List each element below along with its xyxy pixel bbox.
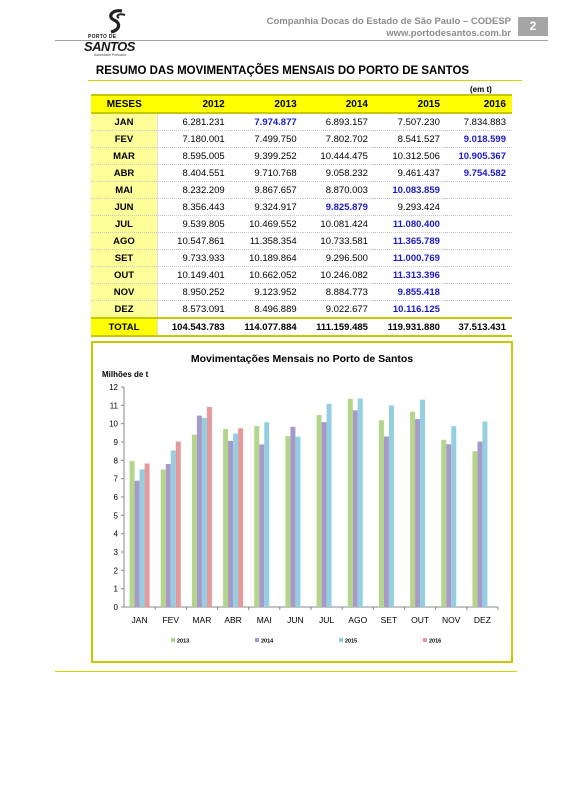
x-tick-label: AGO — [348, 615, 368, 625]
value-cell: 8.870.003 — [303, 182, 374, 199]
legend-label: 2014 — [261, 638, 274, 645]
month-cell: SET — [91, 250, 158, 267]
swirl-logo-icon — [104, 8, 130, 36]
column-header: MESES — [91, 95, 158, 113]
value-cell: 10.083.859 — [374, 182, 446, 199]
column-header: 2012 — [158, 95, 231, 113]
page-title: RESUMO DAS MOVIMENTAÇÕES MENSAIS DO PORTO DE SANTOS — [95, 65, 470, 77]
value-cell: 8.232.209 — [158, 182, 231, 199]
x-tick-label: MAR — [192, 615, 212, 625]
chart-y-axis-label: Milhões de t — [102, 370, 149, 379]
value-cell: 10.662.052 — [231, 267, 303, 284]
value-cell: 114.077.884 — [231, 318, 303, 336]
bar-2014-ago — [353, 410, 358, 607]
value-cell: 104.543.783 — [158, 318, 231, 336]
column-header: 2013 — [231, 95, 303, 113]
bar-2015-mai — [264, 422, 269, 607]
bar-2015-abr — [233, 434, 238, 607]
table-row — [91, 301, 512, 319]
value-cell: 9.867.657 — [231, 182, 303, 199]
value-cell: 7.180.001 — [158, 131, 231, 148]
y-tick-label: 4 — [113, 529, 118, 539]
y-tick-label: 8 — [113, 456, 118, 466]
x-tick-label: ABR — [224, 615, 242, 625]
value-cell: 11.313.396 — [374, 267, 446, 284]
value-cell: 9.461.437 — [374, 165, 446, 182]
bar-2014-jan — [135, 481, 140, 607]
value-cell: 8.404.551 — [158, 165, 231, 182]
month-cell: ABR — [91, 165, 158, 182]
table-row — [91, 199, 512, 216]
bar-2014-jun — [290, 427, 295, 607]
bar-2015-set — [389, 405, 394, 607]
value-cell — [446, 284, 512, 301]
month-cell: TOTAL — [91, 318, 158, 336]
month-cell: MAR — [91, 148, 158, 165]
bar-2013-mai — [254, 426, 259, 607]
value-cell: 7.834.883 — [446, 113, 512, 131]
value-cell: 9.293.424 — [374, 199, 446, 216]
y-tick-label: 0 — [113, 603, 118, 612]
value-cell: 8.950.252 — [158, 284, 231, 301]
bar-2014-mar — [197, 416, 202, 607]
value-cell: 10.547.861 — [158, 233, 231, 250]
bar-2015-dez — [482, 421, 487, 607]
company-url[interactable]: www.portodesantos.com.br — [386, 28, 511, 39]
value-cell: 8.595.005 — [158, 148, 231, 165]
bar-2015-ago — [358, 399, 363, 607]
bar-2016-jan — [145, 463, 150, 607]
bar-2015-jul — [327, 404, 332, 607]
legend-swatch-2016 — [423, 638, 427, 642]
value-cell: 9.855.418 — [374, 284, 446, 301]
month-cell: JUL — [91, 216, 158, 233]
value-cell: 9.539.805 — [158, 216, 231, 233]
table-row — [91, 216, 512, 233]
value-cell: 10.116.125 — [374, 301, 446, 319]
bar-2013-mar — [192, 435, 197, 607]
value-cell: 11.000.769 — [374, 250, 446, 267]
month-cell: DEZ — [91, 301, 158, 319]
y-tick-label: 7 — [113, 474, 118, 484]
value-cell: 9.399.252 — [231, 148, 303, 165]
month-cell: JAN — [91, 113, 158, 131]
month-cell: MAI — [91, 182, 158, 199]
value-cell: 9.825.879 — [303, 199, 374, 216]
value-cell: 9.754.582 — [446, 165, 512, 182]
bar-2013-abr — [223, 429, 228, 607]
value-cell: 10.081.424 — [303, 216, 374, 233]
page-number: 2 — [518, 17, 548, 36]
x-tick-label: JUL — [319, 615, 335, 625]
value-cell: 37.513.431 — [446, 318, 512, 336]
bar-2015-jun — [295, 437, 300, 607]
value-cell: 9.123.952 — [231, 284, 303, 301]
bar-2014-out — [415, 419, 420, 607]
bar-2014-mai — [259, 444, 264, 607]
y-tick-label: 2 — [113, 566, 118, 576]
table-row — [91, 113, 512, 131]
table-row — [91, 284, 512, 301]
chart-frame — [91, 341, 513, 663]
x-tick-label: JUN — [287, 615, 304, 625]
table-row — [91, 131, 512, 148]
bar-2013-dez — [472, 451, 477, 607]
value-cell: 8.573.091 — [158, 301, 231, 319]
value-cell: 10.905.367 — [446, 148, 512, 165]
value-cell: 8.356.443 — [158, 199, 231, 216]
total-row — [91, 318, 512, 336]
bar-2015-mar — [202, 418, 207, 607]
bar-2013-jan — [130, 461, 135, 607]
value-cell: 9.018.599 — [446, 131, 512, 148]
value-cell: 111.159.485 — [303, 318, 374, 336]
value-cell: 10.444.475 — [303, 148, 374, 165]
legend-swatch-2013 — [171, 638, 175, 642]
chart-title: Movimentações Mensais no Porto de Santos — [190, 353, 414, 365]
legend-label: 2013 — [177, 638, 190, 645]
value-cell: 9.058.232 — [303, 165, 374, 182]
y-tick-label: 11 — [109, 401, 118, 411]
value-cell — [446, 199, 512, 216]
value-cell: 6.893.157 — [303, 113, 374, 131]
unit-label: (em t) — [470, 85, 492, 94]
legend-swatch-2014 — [255, 638, 259, 642]
bar-2014-nov — [446, 444, 451, 607]
bar-chart — [93, 343, 511, 661]
value-cell: 7.974.877 — [231, 113, 303, 131]
x-tick-label: MAI — [256, 615, 272, 625]
value-cell — [446, 267, 512, 284]
bar-2015-out — [420, 400, 425, 607]
value-cell — [446, 216, 512, 233]
bar-2013-set — [379, 420, 384, 607]
bar-2015-fev — [171, 450, 176, 607]
value-cell: 10.312.506 — [374, 148, 446, 165]
bar-2013-out — [410, 412, 415, 607]
value-cell: 9.324.917 — [231, 199, 303, 216]
logo-text-big: SANTOS — [84, 39, 135, 54]
y-tick-label: 9 — [113, 438, 118, 447]
column-header: 2016 — [446, 95, 512, 113]
bar-2013-jun — [285, 436, 290, 607]
column-header: 2014 — [303, 95, 374, 113]
title-rule — [88, 80, 522, 81]
value-cell: 9.710.768 — [231, 165, 303, 182]
company-name: Companhia Docas do Estado de São Paulo – CODESP — [266, 16, 511, 27]
logo-text-small: PORTO DE — [88, 34, 117, 40]
table-row — [91, 267, 512, 284]
bar-2014-jul — [322, 422, 327, 607]
header-divider-right — [510, 40, 548, 41]
table-row — [91, 182, 512, 199]
value-cell: 10.469.552 — [231, 216, 303, 233]
x-tick-label: NOV — [442, 615, 461, 625]
x-tick-label: JAN — [131, 615, 148, 625]
bar-2014-abr — [228, 441, 233, 607]
value-cell: 9.022.677 — [303, 301, 374, 319]
y-tick-label: 6 — [113, 493, 118, 502]
value-cell: 9.296.500 — [303, 250, 374, 267]
value-cell: 9.733.933 — [158, 250, 231, 267]
x-tick-label: DEZ — [473, 615, 491, 625]
column-header: 2015 — [374, 95, 446, 113]
value-cell: 10.246.082 — [303, 267, 374, 284]
bar-2014-dez — [477, 442, 482, 607]
bar-2014-fev — [166, 464, 171, 607]
legend-label: 2015 — [345, 638, 358, 645]
value-cell: 7.499.750 — [231, 131, 303, 148]
value-cell: 11.365.789 — [374, 233, 446, 250]
x-tick-label: OUT — [411, 615, 430, 625]
value-cell: 7.507.230 — [374, 113, 446, 131]
header-divider — [55, 40, 510, 41]
monthly-table — [91, 94, 512, 337]
month-cell: AGO — [91, 233, 158, 250]
value-cell: 6.281.231 — [158, 113, 231, 131]
bar-2013-jul — [317, 415, 322, 607]
table-row — [91, 165, 512, 182]
value-cell: 10.189.864 — [231, 250, 303, 267]
month-cell: OUT — [91, 267, 158, 284]
y-tick-label: 12 — [109, 383, 118, 392]
value-cell: 8.541.527 — [374, 131, 446, 148]
bar-2013-nov — [441, 440, 446, 607]
bar-2013-fev — [161, 470, 166, 608]
x-tick-label: FEV — [162, 615, 180, 625]
table-row — [91, 250, 512, 267]
table-row — [91, 233, 512, 250]
value-cell: 8.496.889 — [231, 301, 303, 319]
value-cell — [446, 233, 512, 250]
month-cell: JUN — [91, 199, 158, 216]
value-cell: 11.358.354 — [231, 233, 303, 250]
value-cell: 11.080.400 — [374, 216, 446, 233]
y-tick-label: 5 — [113, 511, 118, 521]
value-cell — [446, 301, 512, 319]
y-tick-label: 1 — [113, 584, 118, 594]
value-cell: 8.884.773 — [303, 284, 374, 301]
table-row — [91, 148, 512, 165]
value-cell: 10.733.581 — [303, 233, 374, 250]
bar-2013-ago — [348, 399, 353, 607]
month-cell: NOV — [91, 284, 158, 301]
value-cell: 7.802.702 — [303, 131, 374, 148]
bar-2016-mar — [207, 407, 212, 607]
logo-text-tiny: Autoridade Portuária — [94, 53, 127, 57]
bar-2015-jan — [140, 469, 145, 607]
bar-2016-fev — [176, 442, 181, 607]
y-tick-label: 10 — [109, 419, 118, 429]
legend-label: 2016 — [429, 638, 442, 645]
footer-rule — [55, 671, 517, 672]
value-cell — [446, 250, 512, 267]
bar-2015-nov — [451, 426, 456, 607]
y-tick-label: 3 — [113, 548, 118, 557]
bar-2016-abr — [238, 428, 243, 607]
bar-2014-set — [384, 437, 389, 608]
table-header-row — [91, 95, 512, 113]
value-cell: 119.931.880 — [374, 318, 446, 336]
value-cell — [446, 182, 512, 199]
month-cell: FEV — [91, 131, 158, 148]
legend-swatch-2015 — [339, 638, 343, 642]
x-tick-label: SET — [380, 615, 398, 625]
value-cell: 10.149.401 — [158, 267, 231, 284]
porto-santos-logo — [84, 8, 144, 58]
